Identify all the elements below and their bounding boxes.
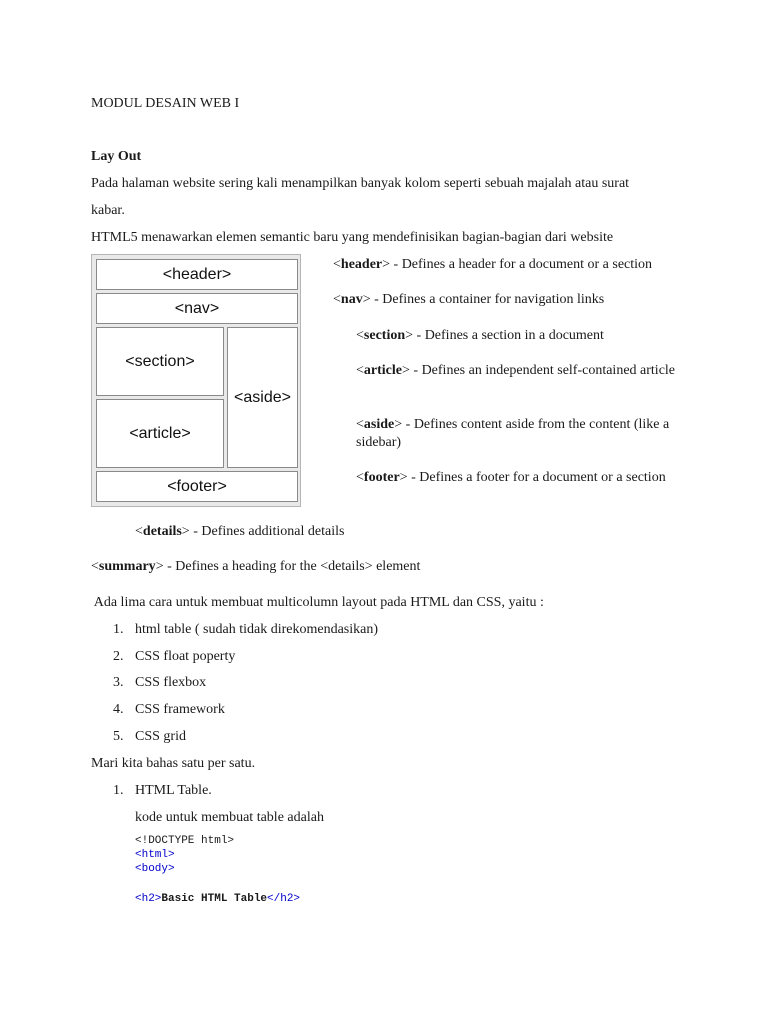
definition-description: - Defines a container for navigation links: [370, 292, 605, 307]
definition-term: details: [142, 524, 182, 539]
discuss-line: Mari kita bahas satu per satu.: [91, 756, 256, 771]
diagram-section-box: <section>: [96, 327, 224, 396]
list-item-number: 3.: [113, 675, 124, 690]
diagram-nav-box: <nav>: [96, 293, 298, 324]
list-item-number: 1.: [113, 622, 124, 637]
list-item: CSS float poperty: [135, 649, 236, 664]
list-item-number: 4.: [113, 702, 124, 717]
definition-term: section: [363, 328, 406, 343]
code-h2-text: Basic HTML Table: [161, 893, 268, 905]
definition-section: <section> - Defines a section in a document: [356, 328, 604, 343]
definition-term: header: [340, 257, 383, 272]
list-item: html table ( sudah tidak direkomendasikan): [135, 622, 378, 637]
code-doctype: <!DOCTYPE html>: [135, 835, 235, 847]
semantic-layout-diagram: [91, 254, 301, 507]
definition-summary: <summary> - Defines a heading for the <details> element: [91, 559, 421, 574]
layout-methods-intro: Ada lima cara untuk membuat multicolumn layout pada HTML dan CSS, yaitu :: [91, 595, 544, 610]
list-item: CSS grid: [135, 729, 186, 744]
definition-term: aside: [363, 417, 395, 432]
list-item: CSS flexbox: [135, 675, 207, 690]
list-item-number: 1.: [113, 783, 124, 798]
code-h2-close: </h2>: [267, 893, 301, 905]
definition-term: footer: [363, 470, 400, 485]
definition-term: summary: [98, 559, 156, 574]
definition-aside: <aside> - Defines content aside from the content (like a sidebar): [356, 417, 670, 450]
definition-footer: <footer> - Defines a footer for a document or a section: [356, 470, 666, 485]
code-html-open: <html>: [135, 849, 175, 861]
intro-paragraph-line-2: kabar.: [91, 203, 125, 218]
code-h2-line: [135, 892, 300, 906]
definition-header: <header> - Defines a header for a document or a section: [333, 257, 653, 272]
definition-term: article: [363, 363, 402, 378]
diagram-aside-box: <aside>: [227, 327, 298, 468]
html5-paragraph: HTML5 menawarkan elemen semantic baru yang mendefinisikan bagian-bagian dari website: [91, 230, 614, 245]
section-heading: Lay Out: [91, 149, 142, 164]
definition-description: - Defines content aside from the content (like a sidebar): [356, 417, 670, 450]
list-item-number: 2.: [113, 649, 124, 664]
definition-description: - Defines a heading for the <details> element: [163, 559, 421, 574]
code-intro: kode untuk membuat table adalah: [135, 810, 324, 825]
list-item: CSS framework: [135, 702, 225, 717]
code-h2-open: <h2>: [135, 893, 162, 905]
list-item-number: 5.: [113, 729, 124, 744]
html-table-title: HTML Table.: [135, 783, 212, 798]
diagram-footer-box: <footer>: [96, 471, 298, 502]
definition-term: nav: [340, 292, 363, 307]
diagram-header-box: <header>: [96, 259, 298, 290]
diagram-article-box: <article>: [96, 399, 224, 468]
definition-description: - Defines an independent self-contained article: [409, 363, 676, 378]
definition-description: - Defines a header for a document or a section: [390, 257, 653, 272]
code-body-open: <body>: [135, 863, 175, 875]
definition-description: - Defines a section in a document: [413, 328, 604, 343]
definition-nav: <nav> - Defines a container for navigation links: [333, 292, 605, 307]
definition-article: <article> - Defines an independent self-contained article: [356, 363, 676, 378]
definition-description: - Defines additional details: [189, 524, 345, 539]
intro-paragraph-line-1: Pada halaman website sering kali menampilkan banyak kolom seperti sebuah majalah atau surat: [91, 176, 630, 191]
definition-description: - Defines a footer for a document or a section: [407, 470, 666, 485]
definition-details: <details> - Defines additional details: [135, 524, 345, 539]
document-title: MODUL DESAIN WEB I: [91, 96, 240, 111]
